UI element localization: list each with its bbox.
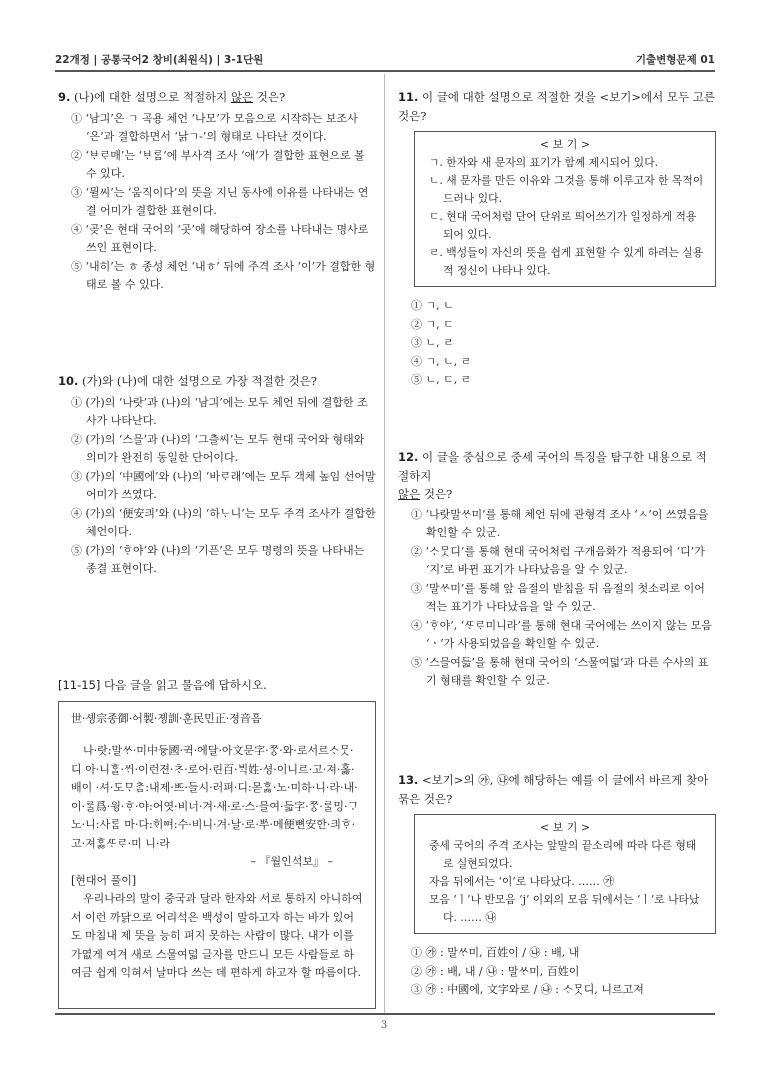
- q11-stem: 이 글에 대한 설명으로 적절한 것을 <보기>에서 모두 고른 것은?: [398, 90, 715, 123]
- q13-number: 13.: [398, 773, 419, 787]
- q10-option-2: ② (가)의 ‘스믈’과 (나)의 ‘그츨씨’는 모두 현대 국어와 형태와 의미가 완전히 동일한 단어이다.: [71, 432, 365, 464]
- passage-title: 世·솅宗종御·ᅌᅥ製·졩訓·훈民민正·졍音ᅙᅳᆷ: [71, 711, 262, 725]
- question-11: [398, 88, 716, 390]
- q11-option-2: ② ㄱ, ㄷ: [411, 317, 454, 331]
- q12-option-5: ⑤ ‘스믈여듧’을 통해 현대 국어의 ‘스물여덟’과 다른 수사의 표기 형태를 확인할 수 있군.: [411, 655, 709, 687]
- q9-option-3: ③ ‘뮐씨’는 ‘움직이다’의 뜻을 지닌 동사에 이유를 나타내는 연결 어미가 결합한 표현이다.: [71, 185, 369, 217]
- q13-bogi-box: [414, 814, 716, 934]
- q11-option-5: ⑤ ㄴ, ㄷ, ㄹ: [411, 373, 472, 386]
- question-12: [398, 448, 716, 691]
- q9-stem-end: 것은?: [253, 90, 286, 104]
- q10-option-5: ⑤ (가)의 ‘ᄒᆞ야’와 (나)의 ‘기픈’은 모두 명령의 뜻을 나타내는 종결 표현이다.: [71, 543, 365, 575]
- q9-option-4: ④ ‘곶’은 현대 국어의 ‘곳’에 해당하여 장소를 나타내는 명사로 쓰인 표현이다.: [71, 222, 369, 254]
- q11-bogi-item-3: ㄷ. 현대 국어처럼 단어 단위로 띄어쓰기가 일정하게 적용되어 있다.: [429, 210, 697, 241]
- q9-underlined-word: 않은: [230, 90, 254, 104]
- q9-option-1: ① ‘남긔’은 ㄱ 곡용 체언 ‘나모’가 모음으로 시작하는 보조사 ‘은’과 결합하면서 ‘낡ㄱ-’의 형태로 나타난 것이다.: [71, 111, 358, 143]
- q11-bogi-title: < 보 기 >: [539, 138, 591, 151]
- q13-bogi-lines: [425, 837, 705, 927]
- q13-option-3: ③ ㉮ : 中國에, 文字와로 / ㉯ : ᄉᆞᄆᆞᆺ디, 니르고져: [411, 983, 644, 996]
- q11-bogi-item-4: ㄹ. 백성들이 자신의 뜻을 쉽게 표현할 수 있게 하려는 실용적 정신이 나타나 있다.: [429, 246, 704, 277]
- header-course-info: 22개정 | 공통국어2 창비(최원식) | 3-1단원: [55, 54, 264, 66]
- page-number: 3: [380, 1020, 388, 1031]
- q11-option-3: ③ ㄴ, ㄹ: [411, 336, 454, 349]
- q12-stem-end: 것은?: [420, 487, 453, 501]
- q13-bogi-line-2: 자음 뒤에서는 ‘이’로 나타났다. …… ㉮: [429, 875, 615, 888]
- q9-option-2: ② ‘ᄇᆞᄅᆞ매’는 ‘ᄇᆞᄅᆞᆷ’에 부사격 조사 ‘애’가 결합한 표현으로 볼 수 있다.: [71, 148, 365, 180]
- q13-bogi-line-3: 모음 ‘ㅣ’나 반모음 ‘j’ 이외의 모음 뒤에서는 ‘ㅣ’로 나타났다. …… ㉯: [429, 893, 700, 924]
- passage-original-text: 나·랏:말ᄊᆞ·미中듀ᇰ國·귁·에달·아文문字·ᄍᆞᆼ·와·로서르ᄉᆞᄆᆞᆺ·디 아·니ᄒᆞᆯ·ᄊᆡ·이런젼·ᄎᆞ·로어·린百·ᄇᆡᆨ姓·셩·이니르·고·져·홇·배이 ·셔·도ᄆᆞᄎᆞᆷ:내제·ᄠᅳ·들시·러펴·디:몯ᄒᆞᇙ·노·미하·니·라·내·이·ᄅᆞᆯ爲·윙·ᄒᆞ·야:어엿·비너·겨·새·로·스·믈여·듧字·ᄍᆞᆼ·ᄅᆞᆯ밍·ᄀᆞ노·니:사ᄅᆞᆷ 마·다:ᄒᆡᅇᅧ:수·비니·겨·날·로·ᄡᅮ·메便뼌安ᅙᅡᆫ·킈ᄒᆞ·고·져ᄒᆞᇙᄯᆞᄅᆞ·미 니·라: [71, 744, 359, 850]
- q9-option-5: ⑤ ‘내히’는 ㅎ 종성 체언 ‘내ㅎ’ 뒤에 주격 조사 ‘이’가 결합한 형태로 볼 수 있다.: [71, 259, 376, 291]
- question-10: [58, 372, 376, 579]
- passage-block: [58, 676, 376, 1009]
- q10-options: [58, 394, 376, 579]
- q12-underlined-word: 않은: [398, 487, 421, 501]
- q13-option-1: ① ㉮ : 말ᄊᆞ미, 百姓이 / ㉯ : 배, 내: [411, 946, 580, 959]
- q10-option-3: ③ (가)의 ‘中國에’와 (나)의 ‘바ᄅᆞ래’에는 모두 객체 높임 선어말 어미가 쓰였다.: [71, 469, 376, 501]
- q12-stem: 이 글을 중심으로 중세 국어의 특징을 탐구한 내용으로 적절하지: [398, 450, 707, 483]
- column-divider: [384, 74, 385, 1014]
- translation-text: 우리나라의 말이 중국과 달라 한자와 서로 통하지 아니하여서 이런 까닭으로 어리석은 백성이 말하고자 하는 바가 있어도 마침내 제 뜻을 능히 펴지 못하는 사람이 많다. 내가 이를 가엾게 여겨 새로 스물여덟 글자를 만드니 모든 사람들로 하여금 쉽게 익혀서 날마다 쓰는 데 편하게 하고자 할 따름이다.: [71, 892, 363, 979]
- question-9: [58, 88, 376, 295]
- q11-number: 11.: [398, 90, 419, 104]
- q12-option-4: ④ ‘ᄒᆞ야’, ‘ᄯᆞᄅᆞ미니라’를 통해 현대 국어에는 쓰이지 않는 모음 ‘ㆍ’가 사용되었음을 확인할 수 있군.: [411, 618, 712, 650]
- q9-options: [58, 110, 376, 295]
- q13-options: [398, 944, 716, 1000]
- q10-stem: (가)와 (나)에 대한 설명으로 가장 적절한 것은?: [82, 374, 317, 388]
- q9-number: 9.: [58, 90, 71, 104]
- q10-option-1: ① (가)의 ‘나랏’과 (나)의 ‘남긔’에는 모두 체언 뒤에 결합한 조사가 나타난다.: [71, 395, 368, 427]
- q13-stem: <보기>의 ㉮, ㉯에 해당하는 예를 이 글에서 바르게 찾아 묶은 것은?: [398, 773, 709, 806]
- passage-source: – 『월인석보』 –: [250, 855, 333, 868]
- q9-stem: (나)에 대한 설명으로 적절하지: [74, 90, 231, 104]
- q13-bogi-line-1: 중세 국어의 주격 조사는 앞말의 끝소리에 따라 다른 형태로 실현되었다.: [429, 839, 697, 870]
- right-column: [398, 88, 716, 996]
- passage-instruction: [11-15] 다음 글을 읽고 물음에 답하시오.: [58, 678, 267, 692]
- translation-label: [현대어 풀이]: [71, 873, 137, 887]
- header-section-title: 기출변형문제 01: [635, 54, 715, 66]
- q12-number: 12.: [398, 450, 419, 464]
- question-13: [398, 771, 716, 1000]
- q10-option-4: ④ (가)의 ‘便安킈’와 (나)의 ‘하ᄂᆞ니’는 모두 주격 조사가 결합한 체언이다.: [71, 506, 376, 538]
- q12-option-1: ① ‘나랏말ᄊᆞ미’를 통해 체언 뒤에 관형격 조사 ‘ㅅ’이 쓰였음을 확인할 수 있군.: [411, 507, 709, 539]
- q11-bogi-item-2: ㄴ. 새 문자를 만든 이유와 그것을 통해 이루고자 한 목적이 드러나 있다.: [429, 174, 704, 205]
- q12-option-3: ③ ‘말ᄊᆞ미’를 통해 앞 음절의 받침을 뒤 음절의 첫소리로 이어 적는 표기가 나타났음을 알 수 있군.: [411, 581, 705, 613]
- q11-option-1: ① ㄱ, ㄴ: [411, 299, 454, 312]
- header-rule: [55, 70, 715, 72]
- q11-options: [398, 297, 716, 390]
- left-column: [58, 88, 376, 979]
- q13-option-2: ② ㉮ : 배, 내 / ㉯ : 말ᄊᆞ미, 百姓이: [411, 964, 580, 978]
- footer-rule: [55, 1013, 715, 1015]
- q13-bogi-title: < 보 기 >: [539, 821, 591, 834]
- passage-box: [58, 701, 376, 1009]
- q12-option-2: ② ‘ᄉᆞᄆᆞᆺ디’를 통해 현대 국어처럼 구개음화가 적용되어 ‘디’가 ‘지’로 바뀐 표기가 나타났음을 알 수 있군.: [411, 544, 705, 576]
- q11-option-4: ④ ㄱ, ㄴ, ㄹ: [411, 354, 472, 368]
- q11-bogi-box: [414, 131, 716, 287]
- q11-bogi-items: [425, 154, 705, 280]
- q11-bogi-item-1: ㄱ. 한자와 새 문자의 표기가 함께 제시되어 있다.: [429, 156, 659, 169]
- q10-number: 10.: [58, 374, 79, 388]
- q12-options: [398, 506, 716, 691]
